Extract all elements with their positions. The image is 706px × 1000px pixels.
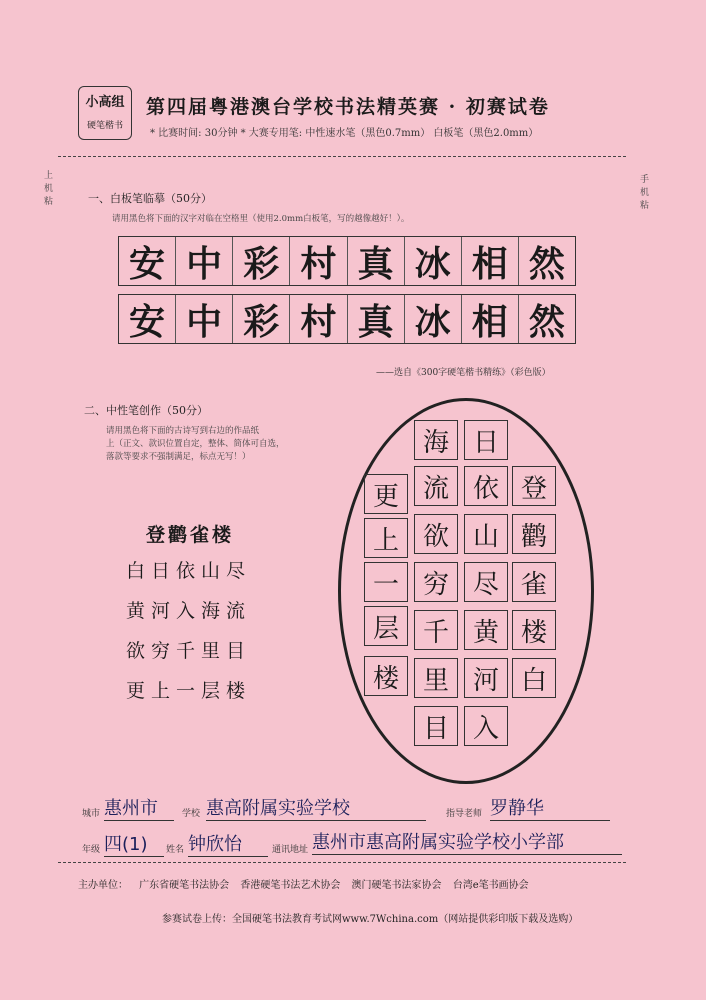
poem-line: 白日依山尽 — [126, 560, 252, 582]
section1-heading: 一、白板笔临摹（50分） — [88, 192, 212, 205]
grid-char: 村 — [290, 237, 347, 285]
grade-label: 年级 — [82, 845, 101, 855]
competition-rules: * 比赛时间: 30分钟 * 大赛专用笔: 中性速水笔（黑色0.7mm） 白板笔（黑色2.0mm） — [150, 128, 539, 139]
grade-value: 四(1) — [104, 830, 164, 857]
section2-heading: 二、中性笔创作（50分） — [84, 404, 208, 417]
left-side-mark: 上 机 粘 — [44, 171, 54, 207]
artwork-char: 山 — [464, 514, 508, 554]
artwork-char: 上 — [364, 518, 408, 558]
top-divider — [58, 156, 626, 157]
grid-char: 安 — [119, 295, 176, 343]
artwork-char: 一 — [364, 562, 408, 602]
artwork-char: 层 — [364, 606, 408, 646]
bottom-divider — [58, 862, 626, 863]
grid-char: 村 — [290, 295, 347, 343]
school-label: 学校 — [182, 809, 201, 819]
section2-note: 上（正文、款识位置自定，整体、简体可自选， — [106, 439, 285, 449]
address-value: 惠州市惠高附属实验学校小学部 — [312, 828, 622, 855]
grid-char: 中 — [176, 295, 233, 343]
grid-char: 真 — [348, 295, 405, 343]
source-credit: ——选自《300字硬笔楷书精练》（彩色版） — [376, 368, 551, 378]
artwork-char: 依 — [464, 466, 508, 506]
artwork-char: 里 — [414, 658, 458, 698]
grid-char: 彩 — [233, 295, 290, 343]
name-label: 姓名 — [166, 845, 185, 855]
teacher-label: 指导老师 — [446, 809, 483, 819]
artwork-char: 登 — [512, 466, 556, 506]
school-value: 惠高附属实验学校 — [206, 794, 426, 821]
artwork-char: 目 — [414, 706, 458, 746]
grid-char: 然 — [528, 300, 565, 343]
artwork-char: 河 — [464, 658, 508, 698]
city-label: 城市 — [82, 809, 101, 819]
category-label: 硬笔楷书 — [86, 121, 123, 131]
copy-grid-row2 — [118, 294, 576, 344]
artwork-char: 更 — [364, 474, 408, 514]
artwork-char: 日 — [464, 420, 508, 460]
address-label: 通讯地址 — [272, 845, 309, 855]
teacher-value: 罗静华 — [490, 794, 610, 821]
copy-grid-row1 — [118, 236, 576, 286]
artwork-char: 穷 — [414, 562, 458, 602]
group-badge — [78, 86, 132, 140]
section1-note: 请用黑色将下面的汉字对临在空格里（使用2.0mm白板笔，写的越像越好！）。 — [112, 214, 410, 224]
grid-char: 安 — [119, 237, 176, 285]
poem-title: 登鹳雀楼 — [146, 524, 235, 546]
artwork-char: 鹳 — [512, 514, 556, 554]
artwork-char: 千 — [414, 610, 458, 650]
name-value: 钟欣怡 — [188, 830, 268, 857]
page-title: 第四届粤港澳台学校书法精英赛 · 初赛试卷 — [146, 96, 550, 118]
artwork-char: 欲 — [414, 514, 458, 554]
right-side-mark: 手 机 粘 — [640, 175, 650, 211]
artwork-char: 黄 — [464, 610, 508, 650]
artwork-char: 海 — [414, 420, 458, 460]
group-label: 小高组 — [85, 95, 125, 110]
artwork-char: 流 — [414, 466, 458, 506]
city-value: 惠州市 — [104, 794, 174, 821]
grid-char: 彩 — [233, 237, 290, 285]
grid-char: 相 — [462, 237, 519, 285]
artwork-char: 入 — [464, 706, 508, 746]
artwork-char: 白 — [512, 658, 556, 698]
grid-char: 相 — [462, 295, 519, 343]
grid-char: 然 — [528, 242, 565, 285]
grid-char: 真 — [348, 237, 405, 285]
poem-line: 黄河入海流 — [126, 600, 252, 622]
artwork-char: 尽 — [464, 562, 508, 602]
poem-line: 更上一层楼 — [126, 680, 252, 702]
poem-line: 欲穷千里目 — [126, 640, 252, 662]
grid-char: 中 — [176, 237, 233, 285]
artwork-char: 雀 — [512, 562, 556, 602]
footer-note: 参赛试卷上传：全国硬笔书法教育考试网www.7Wchina.com（网站提供彩印版下载及选购） — [162, 914, 579, 925]
artwork-char: 楼 — [512, 610, 556, 650]
section2-note: 落款等要求不强制满足，标点无写！） — [106, 452, 251, 462]
section2-note: 请用黑色将下面的古诗写到右边的作品纸 — [106, 426, 260, 436]
grid-char: 冰 — [405, 295, 462, 343]
sponsors: 主办单位： 广东省硬笔书法协会 香港硬笔书法艺术协会 澳门硬笔书法家协会 台湾e笔书画协会 — [78, 880, 529, 891]
grid-char: 冰 — [405, 237, 462, 285]
artwork-char: 楼 — [364, 656, 408, 696]
